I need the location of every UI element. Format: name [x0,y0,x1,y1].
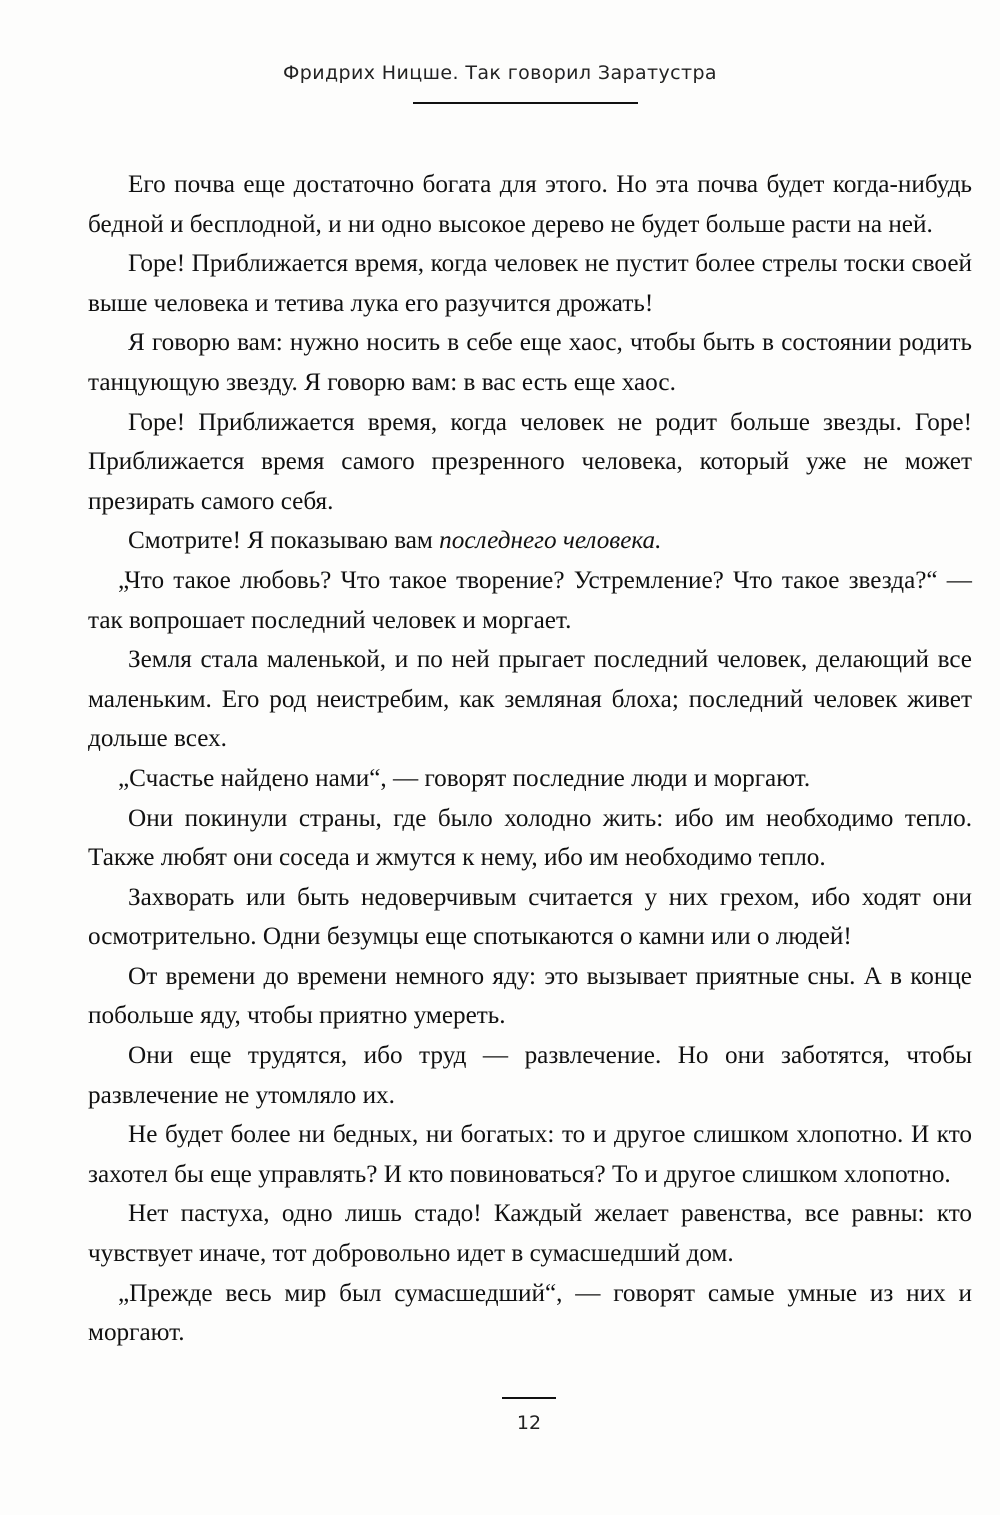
paragraph: Его почва еще достаточно богата для этого. Но эта почва будет когда-нибудь бедной и бесплодной, и ни одно высокое дерево не будет больше расти на ней. [88,171,972,238]
paragraph: Нет пастуха, одно лишь стадо! Каждый желает равенства, все равны: кто чувствует иначе, тот добровольно идет в сумасшедший дом. [88,1200,972,1268]
paragraph: „Прежде весь мир был сумасшедший“, — говорят самые умные из них и моргают. [88,1279,972,1347]
emphasized-phrase: последнего человека. [439,527,662,555]
header-rule [413,102,638,104]
paragraph: Захворать или быть недоверчивым считается у них грехом, ибо ходят они осмотрительно. Одни безумцы еще спотыкаются о камни или о людей! [88,883,972,951]
paragraph-lead: Смотрите! Я показываю вам [128,527,440,555]
body-text [88,165,972,1353]
paragraph: Не будет более ни бедных, ни богатых: то и другое слишком хлопотно. И кто захотел бы еще управлять? И кто повиноваться? То и другое слишком хлопотно. [88,1121,972,1188]
paragraph: „Что такое любовь? Что такое творение? Устремление? Что такое звезда?“ — так вопрошает последний человек и моргает. [88,566,972,634]
paragraph: Они еще трудятся, ибо труд — развлечение. Но они заботятся, чтобы развлечение не утомляло их. [88,1042,972,1109]
paragraph: От времени до времени немного яду: это вызывает приятные сны. А в конце побольше яду, чтобы приятно умереть. [88,962,972,1030]
paragraph: Земля стала маленькой, и по ней прыгает последний человек, делающий все маленьким. Его род неистребим, как земляная блоха; последний человек живет дольше всех. [88,646,972,753]
paragraph: Они покинули страны, где было холодно жить: ибо им необходимо тепло. Также любят они соседа и жмутся к нему, ибо им необходимо тепло. [88,804,972,872]
running-head: Фридрих Ницше. Так говорил Заратустра [283,62,717,84]
paragraph: Горе! Приближается время, когда человек не пустит более стрелы тоски своей выше человека и тетива лука его разучится дрожать! [88,250,972,317]
footer-rule [502,1397,556,1399]
paragraph: „Счастье найдено нами“, — говорят последние люди и моргают. [118,764,811,792]
paragraph: Горе! Приближается время, когда человек не родит больше звезды. Горе! Приближается время самого презренного человека, который уже не может презирать самого себя. [88,408,972,515]
paragraph: Я говорю вам: нужно носить в себе еще хаос, чтобы быть в состоянии родить танцующую звезду. Я говорю вам: в вас есть еще хаос. [88,329,972,396]
page-number: 12 [516,1412,542,1434]
paragraph [88,521,972,561]
